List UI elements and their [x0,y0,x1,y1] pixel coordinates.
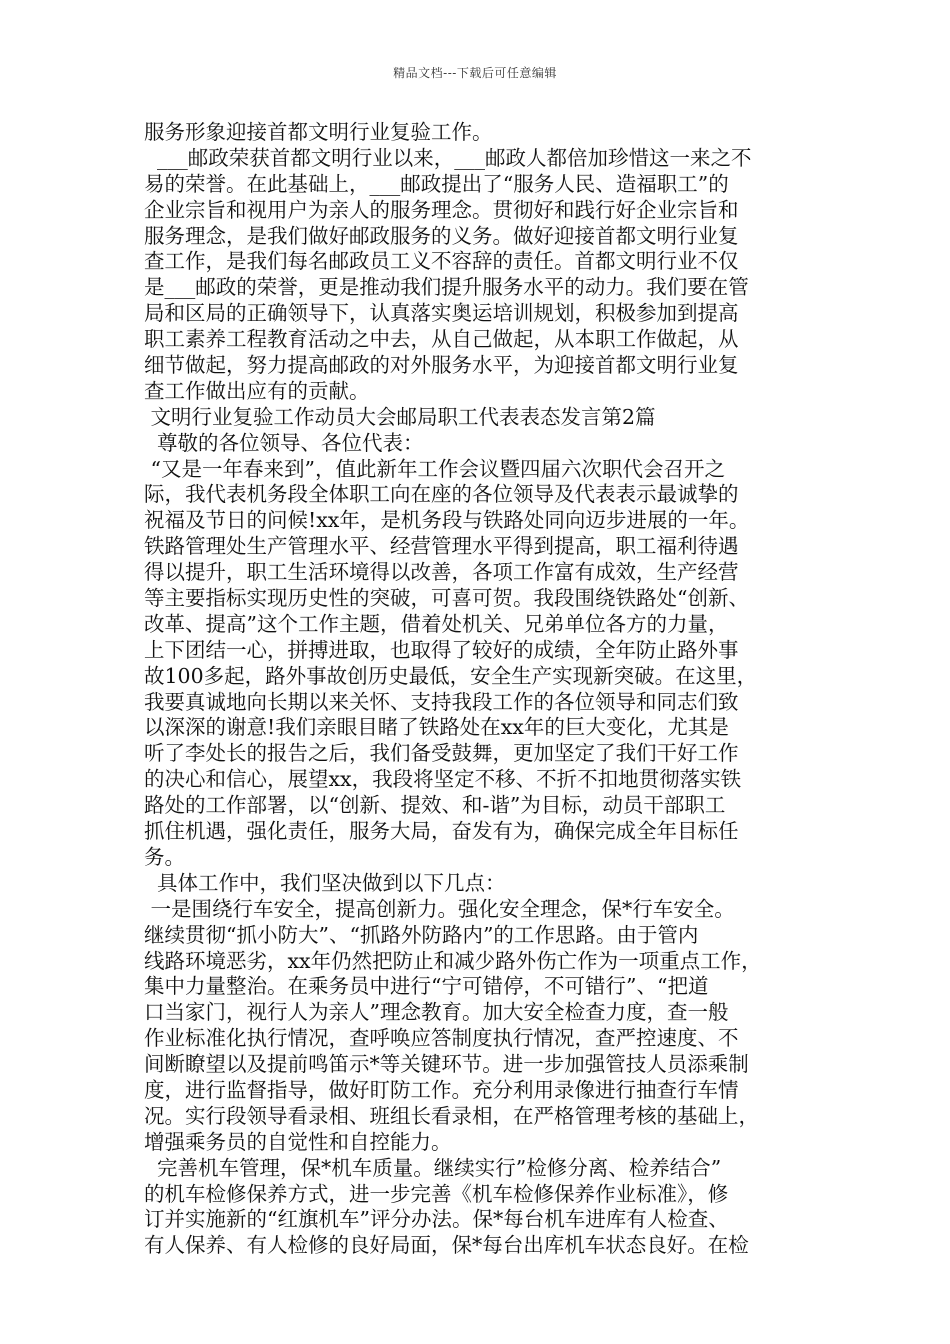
text-line: 查工作，是我们每名邮政员工义不容辞的责任。首都文明行业不仅 [144,249,739,274]
text-line: 完善机车管理，保*机车质量。继续实行”检修分离、检养结合” [144,1155,722,1180]
text-line: 况。实行段领导看录相、班组长看录相，在严格管理考核的基础上， [144,1103,759,1128]
text-line: 作业标准化执行情况，查呼唤应答制度执行情况，查严控速度、不 [144,1026,739,1051]
text-line: 具体工作中，我们坚决做到以下几点： [144,870,506,895]
text-line: 抓住机遇，强化责任，服务大局，奋发有为，确保完成全年目标任 [144,819,739,844]
text-line: 集中力量整治。在乘务员中进行“宁可错停，不可错行”、“把道 [144,974,709,999]
text-line: 等主要指标实现历史性的突破，可喜可贺。我段围绕铁路处“创新、 [144,586,749,611]
text-line: 务。 [144,844,185,869]
text-line: 线路环境恶劣，xx年仍然把防止和减少路外伤亡作为一项重点工作， [144,948,762,973]
text-line: 企业宗旨和视用户为亲人的服务理念。贯彻好和践行好企业宗旨和 [144,197,739,222]
text-line: 度，进行监督指导，做好盯防工作。充分利用录像进行抽查行车情 [144,1077,739,1102]
text-line: 故100多起，路外事故创历史最低，安全生产实现新突破。在这里， [144,663,758,688]
text-line: 文明行业复验工作动员大会邮局职工代表表态发言第2篇 [144,404,656,429]
text-line: 继续贯彻“抓小防大”、“抓路外防路内”的工作思路。由于管内 [144,922,699,947]
text-line: “又是一年春来到”，值此新年工作会议暨四届六次职代会召开之 [144,456,725,481]
document-body [144,120,812,1259]
text-line: ___邮政荣获首都文明行业以来，___邮政人都倍加珍惜这一来之不 [144,145,752,170]
text-line: 口当家门，视行人为亲人”理念教育。加大安全检查力度，查一般 [144,1000,729,1025]
text-line: 间断瞭望以及提前鸣笛示*等关键环节。进一步加强管技人员添乘制 [144,1052,749,1077]
text-line: 查工作做出应有的贡献。 [144,378,370,403]
text-line: 路处的工作部署，以“创新、提效、和-谐”为目标，动员干部职工 [144,793,726,818]
text-line: 以深深的谢意!我们亲眼目睹了铁路处在xx年的巨大变化，尤其是 [144,715,729,740]
text-line: 得以提升，职工生活环境得以改善，各项工作富有成效，生产经营 [144,560,739,585]
text-line: 是___邮政的荣誉，更是推动我们提升服务水平的动力。我们要在管 [144,275,749,300]
text-line: 尊敬的各位领导、各位代表： [144,430,424,455]
text-line: 的决心和信心，展望xx，我段将坚定不移、不折不扣地贯彻落实铁 [144,767,742,792]
text-line: 细节做起，努力提高邮政的对外服务水平，为迎接首都文明行业复 [144,353,739,378]
page-header: 精品文档---下载后可任意编辑 [393,66,557,80]
text-line: 订并实施新的“红旗机车”评分办法。保*每台机车进库有人检查、 [144,1207,729,1232]
text-line: 我要真诚地向长期以来关怀、支持我段工作的各位领导和同志们致 [144,689,739,714]
text-line: 服务形象迎接首都文明行业复验工作。 [144,120,493,144]
text-line: 服务理念，是我们做好邮政服务的义务。做好迎接首都文明行业复 [144,223,739,248]
text-line: 际，我代表机务段全体职工向在座的各位领导及代表表示最诚挚的 [144,482,739,507]
text-line: 的机车检修保养方式，进一步完善《机车检修保养作业标准》，修 [144,1181,729,1206]
text-line: 局和区局的正确领导下，认真落实奥运培训规划，积极参加到提高 [144,301,739,326]
text-line: 改革、提高”这个工作主题，借着处机关、兄弟单位各方的力量， [144,611,729,636]
text-line: 听了李处长的报告之后，我们备受鼓舞，更加坚定了我们干好工作 [144,741,739,766]
text-line: 职工素养工程教育活动之中去，从自己做起，从本职工作做起，从 [144,327,739,352]
text-line: 一是围绕行车安全，提高创新力。强化安全理念，保*行车安全。 [144,896,735,921]
text-line: 铁路管理处生产管理水平、经营管理水平得到提高，职工福利待遇 [144,534,739,559]
text-line: 有人保养、有人检修的良好局面，保*每台出库机车状态良好。在检 [144,1233,749,1258]
text-line: 上下团结一心，拼搏进取，也取得了较好的成绩，全年防止路外事 [144,637,739,662]
text-line: 祝福及节日的问候!xx年，是机务段与铁路处同向迈步进展的一年。 [144,508,750,533]
text-line: 易的荣誉。在此基础上，___邮政提出了“服务人民、造福职工”的 [144,171,729,196]
text-line: 增强乘务员的自觉性和自控能力。 [144,1129,452,1154]
